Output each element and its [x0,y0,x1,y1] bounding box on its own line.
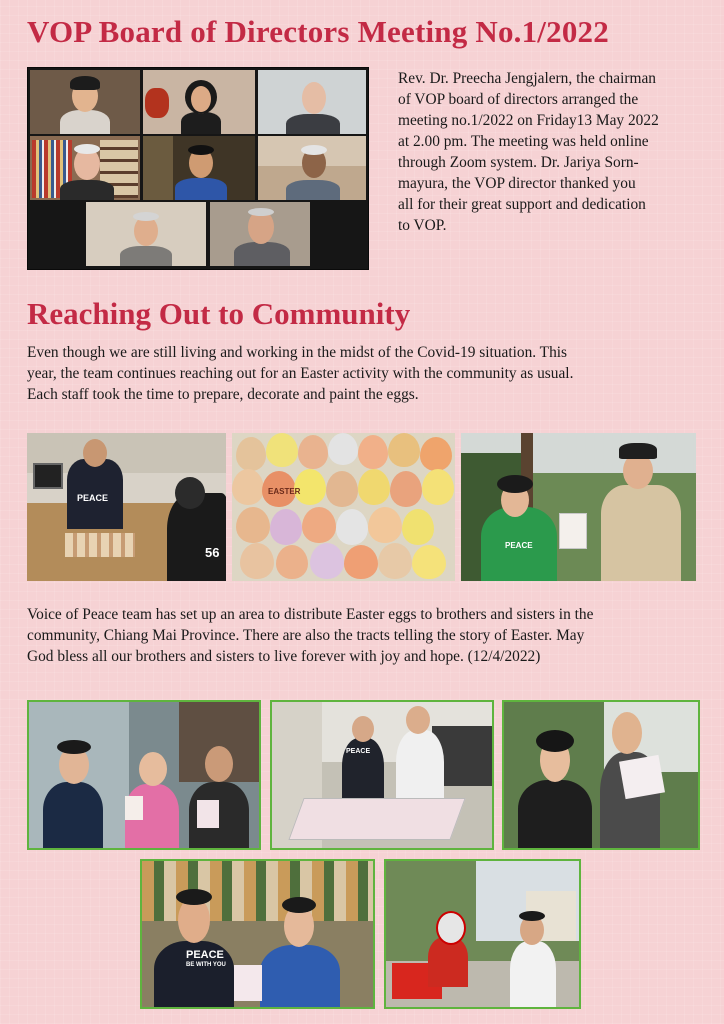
text-line: of VOP board of directors arranged the [398,91,639,108]
text-line: community, Chiang Mai Province. There are also the tracts telling the story of Easter. May [27,627,585,644]
text-line: at 2.00 pm. The meeting was held online [398,133,649,150]
text-line: to VOP. [398,217,447,234]
meeting-description [398,68,698,236]
photo-distribution-table [270,700,494,850]
text-line: Rev. Dr. Preecha Jengjalern, the chairman [398,70,656,87]
photo-community-group [27,700,261,850]
photo-giving-tract [461,433,696,581]
text-line: Each staff took the time to prepare, decorate and paint the eggs. [27,386,419,403]
zoom-participant-tile [86,202,206,266]
text-line: all for their great support and dedication [398,196,646,213]
zoom-participant-tile [210,202,310,266]
photo-delivery-rider [384,859,581,1009]
shirt-print: PEACE [505,541,533,550]
shirt-number: 56 [205,545,220,560]
zoom-participant-tile [143,70,255,134]
shirt-print-subtitle: BE WITH YOU [186,962,226,968]
zoom-meeting-screenshot [27,67,369,270]
photo-shop-visit [140,859,375,1009]
photo-painted-eggs [232,433,455,581]
text-line: through Zoom system. Dr. Jariya Sorn- [398,154,639,171]
photo-woman-with-tract [502,700,700,850]
community-intro [27,342,717,405]
meeting-title: VOP Board of Directors Meeting No.1/2022 [27,14,609,49]
shirt-print: PEACE [346,748,371,755]
shirt-print: PEACE [186,949,224,961]
text-line: God bless all our brothers and sisters to live forever with joy and hope. (12/4/2022) [27,648,541,665]
zoom-participant-tile [30,70,140,134]
text-line: meeting no.1/2022 on Friday13 May 2022 [398,112,659,129]
text-line: Voice of Peace team has set up an area to distribute Easter eggs to brothers and sisters in the [27,606,594,623]
text-line: year, the team continues reaching out for an Easter activity with the community as usual. [27,365,574,382]
community-title: Reaching Out to Community [27,296,411,331]
shirt-print: PEACE [77,493,109,503]
zoom-participant-tile [258,70,366,134]
text-line: Even though we are still living and working in the midst of the Covid-19 situation. This [27,344,568,361]
text-line: mayura, the VOP director thanked you [398,175,636,192]
zoom-participant-tile [30,136,140,200]
photo-staff-painting-eggs [27,433,226,581]
zoom-participant-tile [258,136,366,200]
egg-text: EASTER [268,487,301,496]
zoom-participant-tile [143,136,255,200]
distribution-description [27,604,719,667]
